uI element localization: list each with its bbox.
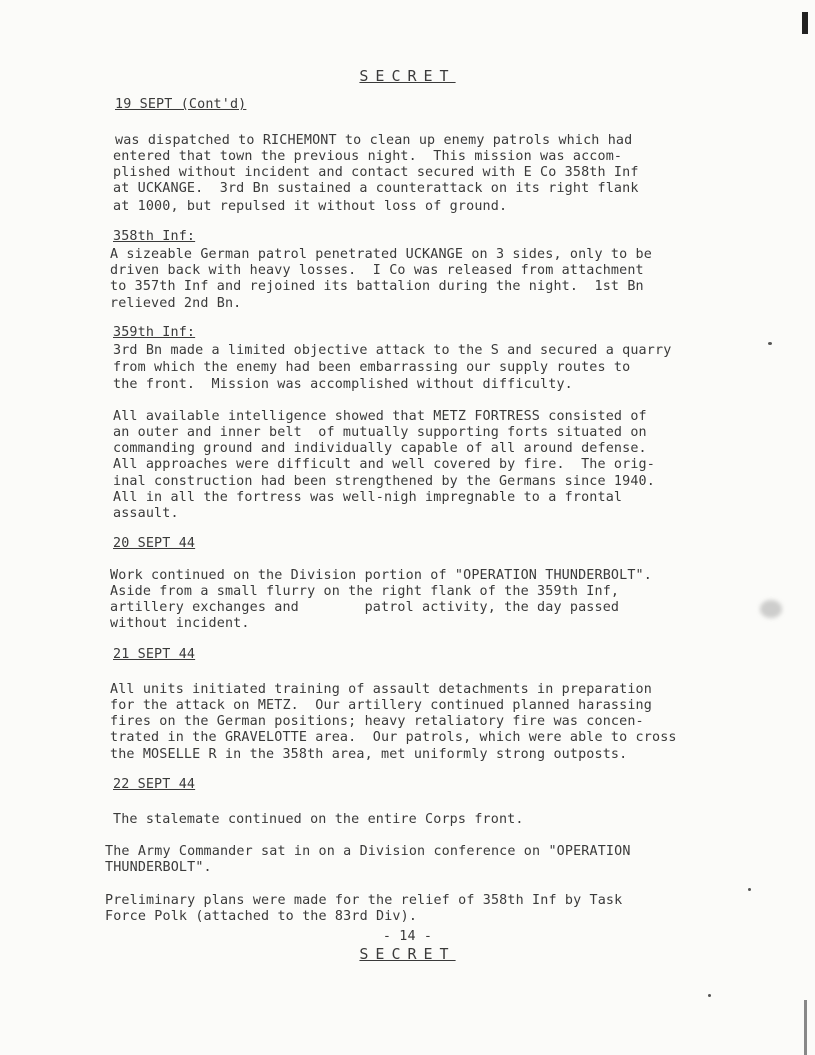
paragraph-line: relieved 2nd Bn.	[110, 296, 242, 311]
ink-speck	[768, 342, 772, 345]
section-heading: 21 SEPT 44	[113, 647, 196, 662]
paragraph-line: 3rd Bn made a limited objective attack to the S and secured a quarry	[113, 343, 672, 358]
page-number: - 14 -	[382, 929, 433, 944]
paragraph-line: to 357th Inf and rejoined its battalion during the night. 1st Bn	[110, 279, 644, 294]
paragraph-line: at UCKANGE. 3rd Bn sustained a counterattack on its right flank	[113, 181, 639, 196]
paragraph-line: The stalemate continued on the entire Corps front.	[113, 812, 524, 827]
ink-speck	[748, 888, 751, 891]
paragraph-line: All in all the fortress was well-nigh impregnable to a frontal	[113, 490, 623, 505]
scan-edge-mark	[802, 12, 808, 34]
paragraph-line: fires on the German positions; heavy retaliatory fire was concen-	[110, 714, 644, 729]
section-heading: 358th Inf:	[113, 229, 196, 244]
paragraph-line: assault.	[113, 506, 179, 521]
paragraph-line: artillery exchanges and patrol activity, the day passed	[110, 600, 620, 615]
paragraph-line: THUNDERBOLT".	[105, 860, 212, 875]
ink-speck	[708, 994, 711, 997]
paragraph-line: an outer and inner belt of mutually supporting forts situated on	[113, 425, 647, 440]
paragraph-line: All approaches were difficult and well covered by fire. The orig-	[113, 457, 655, 472]
paragraph-line: A sizeable German patrol penetrated UCKANGE on 3 sides, only to be	[110, 247, 652, 262]
paragraph-line: commanding ground and individually capable of all around defense.	[113, 441, 647, 456]
paragraph-line: at 1000, but repulsed it without loss of ground.	[113, 199, 508, 214]
section-heading: 359th Inf:	[113, 325, 196, 340]
paragraph-line: plished without incident and contact secured with E Co 358th Inf	[113, 165, 639, 180]
paragraph-line: All units initiated training of assault detachments in preparation	[110, 682, 652, 697]
paragraph-line: from which the enemy had been embarrassing our supply routes to	[113, 360, 631, 375]
classification-footer: SECRET	[359, 945, 456, 963]
paragraph-line: Aside from a small flurry on the right flank of the 359th Inf,	[110, 584, 620, 599]
section-heading: 20 SEPT 44	[113, 536, 196, 551]
paragraph-line: the MOSELLE R in the 358th area, met uniformly strong outposts.	[110, 747, 628, 762]
scan-edge-mark	[804, 1000, 807, 1055]
paragraph-line: for the attack on METZ. Our artillery continued planned harassing	[110, 698, 652, 713]
paragraph-line: without incident.	[110, 616, 250, 631]
paragraph-line: Preliminary plans were made for the relief of 358th Inf by Task	[105, 893, 623, 908]
paragraph-line: driven back with heavy losses. I Co was released from attachment	[110, 263, 644, 278]
paragraph-line: the front. Mission was accomplished without difficulty.	[113, 377, 573, 392]
paragraph-line: trated in the GRAVELOTTE area. Our patrols, which were able to cross	[110, 730, 677, 745]
paragraph-line: All available intelligence showed that METZ FORTRESS consisted of	[113, 409, 647, 424]
paragraph-line: Force Polk (attached to the 83rd Div).	[105, 909, 418, 924]
ink-smudge	[760, 600, 782, 618]
paragraph-line: Work continued on the Division portion of "OPERATION THUNDERBOLT".	[110, 568, 652, 583]
section-heading: 22 SEPT 44	[113, 777, 196, 792]
paragraph-line: inal construction had been strengthened by the Germans since 1940.	[113, 474, 655, 489]
section-heading: 19 SEPT (Cont'd)	[115, 97, 247, 112]
paragraph-line: was dispatched to RICHEMONT to clean up enemy patrols which had	[115, 133, 633, 148]
classification-header: SECRET	[359, 67, 456, 85]
paragraph-line: entered that town the previous night. This mission was accom-	[113, 149, 623, 164]
paragraph-line: The Army Commander sat in on a Division conference on "OPERATION	[105, 844, 631, 859]
